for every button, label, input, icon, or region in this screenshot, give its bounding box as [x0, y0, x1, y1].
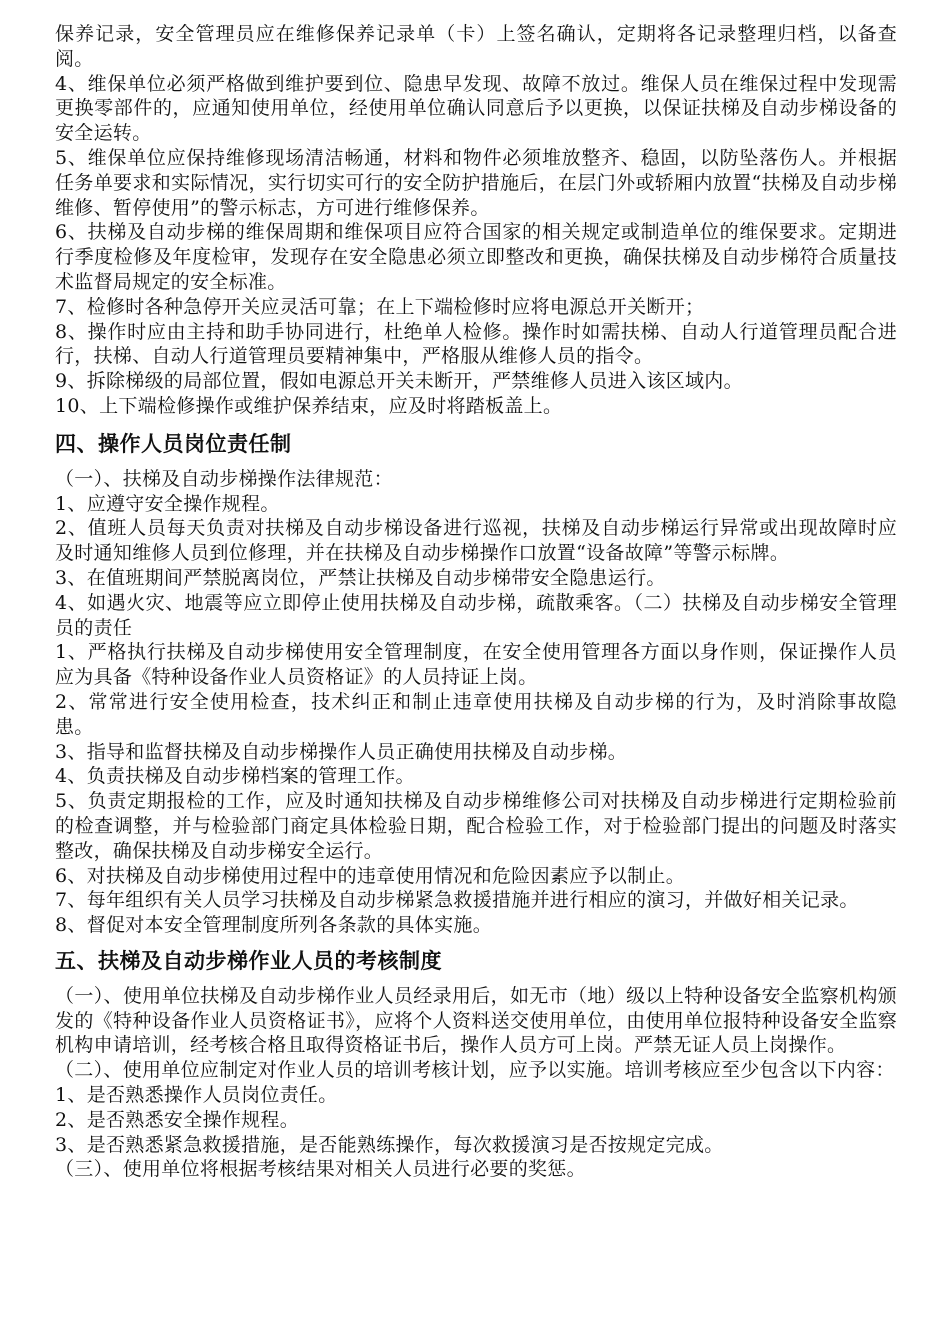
- paragraph: 6、对扶梯及自动步梯使用过程中的违章使用情况和危险因素应予以制止。: [55, 864, 685, 887]
- paragraph: 7、检修时各种急停开关应灵活可靠；在上下端检修时应将电源总开关断开；: [55, 295, 705, 318]
- paragraph: 10、上下端检修操作或维护保养结束，应及时将踏板盖上。: [55, 394, 563, 417]
- section-5: [55, 947, 897, 1182]
- paragraph: 5、维保单位应保持维修现场清洁畅通，材料和物件必须堆放整齐、稳固，以防坠落伤人。并根据任务单要求和实际情况，实行切实可行的安全防护措施后，在层门外或轿厢内放置“扶梯及自动步梯维修、暂停使用”的警示标志，方可进行维修保养。: [55, 146, 897, 219]
- paragraph: 4、如遇火灾、地震等应立即停止使用扶梯及自动步梯，疏散乘客。（二）扶梯及自动步梯安全管理员的责任: [55, 591, 897, 639]
- paragraph: （二）、使用单位应制定对作业人员的培训考核计划，应予以实施。培训考核应至少包含以下内容：: [55, 1059, 895, 1082]
- paragraph: 1、是否熟悉操作人员岗位责任。: [55, 1084, 338, 1107]
- paragraph: 4、维保单位必须严格做到维护要到位、隐患早发现、故障不放过。维保人员在维保过程中发现需更换零部件的，应通知使用单位，经使用单位确认同意后予以更换，以保证扶梯及自动步梯设备的安全运转。: [55, 72, 897, 145]
- section-4: [55, 430, 897, 938]
- paragraph: （一）、使用单位扶梯及自动步梯作业人员经录用后，如无市（地）级以上特种设备安全监察机构颁发的《特种设备作业人员资格证书》，应将个人资料送交使用单位，由使用单位报特种设备安全监察机构申请培训，经考核合格且取得资格证书后，操作人员方可上岗。严禁无证人员上岗操作。: [55, 984, 897, 1057]
- paragraph: 8、督促对本安全管理制度所列各条款的具体实施。: [55, 914, 492, 937]
- paragraph: 1、应遵守安全操作规程。: [55, 492, 280, 515]
- paragraph: 3、指导和监督扶梯及自动步梯操作人员正确使用扶梯及自动步梯。: [55, 740, 628, 763]
- paragraph: （三）、使用单位将根据考核结果对相关人员进行必要的奖惩。: [55, 1158, 586, 1181]
- paragraph: 9、拆除梯级的局部位置，假如电源总开关未断开，严禁维修人员进入该区域内。: [55, 370, 743, 393]
- paragraph: 保养记录，安全管理员应在维修保养记录单（卡）上签名确认，定期将各记录整理归档，以备查阅。: [55, 23, 897, 70]
- paragraph: 2、常常进行安全使用检查，技术纠正和制止违章使用扶梯及自动步梯的行为，及时消除事故隐患。: [55, 690, 897, 738]
- paragraph: 2、是否熟悉安全操作规程。: [55, 1108, 299, 1131]
- paragraph: 8、操作时应由主持和助手协同进行，杜绝单人检修。操作时如需扶梯、自动人行道管理员配合进行，扶梯、自动人行道管理员要精神集中，严格服从维修人员的指令。: [55, 320, 897, 368]
- paragraph: 3、在值班期间严禁脱离岗位，严禁让扶梯及自动步梯带安全隐患运行。: [55, 566, 666, 589]
- paragraph: 7、每年组织有关人员学习扶梯及自动步梯紧急救援措施并进行相应的演习，并做好相关记录。: [55, 889, 859, 912]
- paragraph: （一）、扶梯及自动步梯操作法律规范：: [55, 467, 393, 490]
- paragraph: 4、负责扶梯及自动步梯档案的管理工作。: [55, 765, 415, 788]
- section-heading: 四、操作人员岗位责任制: [55, 431, 292, 456]
- paragraph: 2、值班人员每天负责对扶梯及自动步梯设备进行巡视，扶梯及自动步梯运行异常或出现故障时应及时通知维修人员到位修理，并在扶梯及自动步梯操作口放置“设备故障”等警示标牌。: [55, 517, 897, 565]
- section-3-continuation: [55, 22, 897, 419]
- paragraph: 1、严格执行扶梯及自动步梯使用安全管理制度，在安全使用管理各方面以身作则，保证操作人员应为具备《特种设备作业人员资格证》的人员持证上岗。: [55, 641, 897, 689]
- section-heading: 五、扶梯及自动步梯作业人员的考核制度: [55, 948, 442, 973]
- document-page: [55, 22, 897, 1182]
- paragraph: 3、是否熟悉紧急救援措施，是否能熟练操作，每次救援演习是否按规定完成。: [55, 1133, 724, 1156]
- paragraph: 5、负责定期报检的工作，应及时通知扶梯及自动步梯维修公司对扶梯及自动步梯进行定期检验前的检查调整，并与检验部门商定具体检验日期，配合检验工作，对于检验部门提出的问题及时落实整改，确保扶梯及自动步梯安全运行。: [55, 790, 897, 862]
- paragraph: 6、扶梯及自动步梯的维保周期和维保项目应符合国家的相关规定或制造单位的维保要求。定期进行季度检修及年度检审，发现存在安全隐患必须立即整改和更换，确保扶梯及自动步梯符合质量技术监督局规定的安全标准。: [55, 221, 897, 293]
